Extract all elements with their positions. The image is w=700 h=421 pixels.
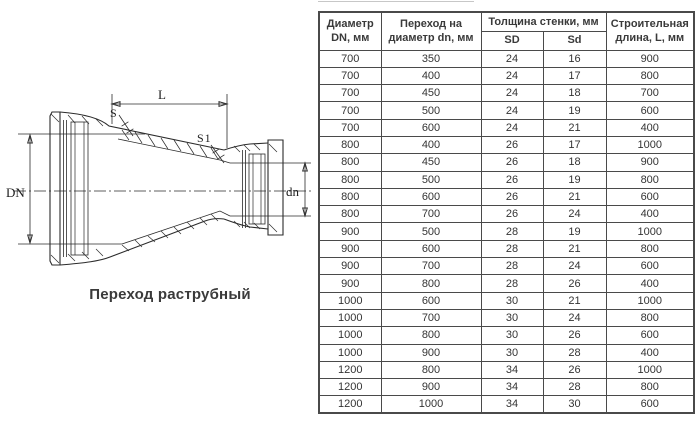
table-cell: 400 [381, 136, 481, 153]
table-row [319, 327, 694, 344]
table-cell: 600 [381, 119, 481, 136]
table-cell: 34 [481, 379, 543, 396]
table-cell: 900 [319, 223, 381, 240]
table-cell: 700 [381, 258, 481, 275]
table-cell: 26 [481, 171, 543, 188]
table-cell: 28 [543, 344, 606, 361]
diagram-caption: Переход раструбный [89, 286, 251, 303]
table-cell: 24 [481, 50, 543, 67]
table-cell: 1000 [606, 292, 694, 309]
dimension-label-dn: dn [286, 184, 299, 199]
table-cell: 28 [481, 223, 543, 240]
table-cell: 600 [381, 240, 481, 257]
table-cell: 900 [606, 154, 694, 171]
table-cell: 30 [481, 327, 543, 344]
table-cell: 19 [543, 171, 606, 188]
table-cell: 1000 [319, 327, 381, 344]
dimension-DN [6, 135, 32, 243]
table-cell: 19 [543, 223, 606, 240]
outer-contour-bottom [60, 219, 224, 265]
table-row [319, 344, 694, 361]
table-cell: 800 [319, 154, 381, 171]
table-cell: 450 [381, 154, 481, 171]
table-row [319, 275, 694, 292]
table-row [319, 206, 694, 223]
table-cell: 350 [381, 50, 481, 67]
table-row [319, 309, 694, 326]
table-cell: 900 [381, 344, 481, 361]
spec-table [318, 11, 695, 414]
table-cell: 800 [319, 188, 381, 205]
table-cell: 600 [606, 327, 694, 344]
hatching-cone-bottom [122, 214, 218, 251]
table-cell: 700 [319, 85, 381, 102]
table-cell: 28 [481, 275, 543, 292]
table-cell: 800 [606, 379, 694, 396]
table-cell: 1000 [319, 309, 381, 326]
dimension-dn [286, 163, 307, 216]
callout-S1-leader [211, 145, 224, 163]
table-cell: 900 [319, 275, 381, 292]
table-row [319, 67, 694, 84]
inner-contour-bottom [122, 211, 230, 244]
table-cell: 500 [381, 223, 481, 240]
table-cell: 24 [481, 119, 543, 136]
table-row [319, 85, 694, 102]
table-cell: 24 [481, 67, 543, 84]
table-cell: 400 [606, 344, 694, 361]
table-row [319, 154, 694, 171]
table-cell: 28 [481, 240, 543, 257]
table-cell: 30 [543, 396, 606, 413]
table-row [319, 379, 694, 396]
table-cell: 1200 [319, 361, 381, 378]
left-socket-sleeve [71, 122, 88, 255]
table-cell: 30 [481, 344, 543, 361]
table-row [319, 240, 694, 257]
table-row [319, 396, 694, 413]
bore-lines-large [18, 134, 145, 244]
table-row [319, 171, 694, 188]
dimension-label-L: L [158, 87, 166, 102]
table-row [319, 119, 694, 136]
col-header-transition: Переход на диаметр dn, мм [381, 12, 481, 50]
table-cell: 26 [481, 206, 543, 223]
table-cell: 18 [543, 85, 606, 102]
table-cell: 700 [606, 85, 694, 102]
table-cell: 1000 [606, 136, 694, 153]
callout-S [110, 106, 133, 136]
table-cell: 800 [606, 171, 694, 188]
table-cell: 34 [481, 361, 543, 378]
table-row [319, 258, 694, 275]
table-cell: 600 [606, 258, 694, 275]
table-cell: 600 [381, 292, 481, 309]
table-cell: 800 [319, 206, 381, 223]
table-cell: 800 [381, 275, 481, 292]
table-cell: 1000 [319, 292, 381, 309]
col-header-diameter-dn: Диаметр DN, мм [319, 12, 381, 50]
table-cell: 600 [606, 102, 694, 119]
table-cell: 19 [543, 102, 606, 119]
table-cell: 26 [481, 136, 543, 153]
table-cell: 800 [319, 171, 381, 188]
col-header-construction-length: Строительная длина, L, мм [606, 12, 694, 50]
table-cell: 21 [543, 240, 606, 257]
table-cell: 1200 [319, 379, 381, 396]
table-cell: 1000 [381, 396, 481, 413]
spec-table-body [319, 50, 694, 413]
callout-label-S1: S1 [197, 131, 212, 145]
table-cell: 400 [606, 206, 694, 223]
col-header-SD: SD [481, 31, 543, 50]
table-cell: 450 [381, 85, 481, 102]
table-cell: 21 [543, 119, 606, 136]
table-cell: 17 [543, 136, 606, 153]
right-socket-sleeve [249, 154, 265, 224]
table-cell: 600 [606, 188, 694, 205]
table-cell: 700 [319, 67, 381, 84]
table-cell: 30 [481, 292, 543, 309]
table-row [319, 188, 694, 205]
table-cell: 400 [381, 67, 481, 84]
right-flange [268, 140, 283, 235]
dimension-label-DN: DN [6, 185, 25, 200]
table-cell: 26 [481, 154, 543, 171]
table-cell: 600 [381, 188, 481, 205]
table-cell: 900 [319, 258, 381, 275]
stray-line-artifact [318, 1, 474, 2]
callout-S-leader [119, 115, 133, 136]
left-sleeve-inner-lines [75, 122, 84, 255]
table-cell: 1200 [319, 396, 381, 413]
table-cell: 21 [543, 188, 606, 205]
table-cell: 800 [606, 67, 694, 84]
table-cell: 34 [481, 396, 543, 413]
hatching-right-bell [234, 144, 277, 232]
table-row [319, 102, 694, 119]
table-cell: 700 [319, 119, 381, 136]
table-cell: 700 [381, 309, 481, 326]
table-cell: 30 [481, 309, 543, 326]
table-cell: 21 [543, 292, 606, 309]
table-cell: 26 [543, 275, 606, 292]
table-cell: 700 [319, 102, 381, 119]
table-row [319, 292, 694, 309]
table-cell: 24 [543, 309, 606, 326]
table-cell: 1000 [606, 361, 694, 378]
table-cell: 500 [381, 102, 481, 119]
table-cell: 1000 [319, 344, 381, 361]
table-row [319, 50, 694, 67]
table-cell: 700 [319, 50, 381, 67]
table-cell: 800 [606, 309, 694, 326]
table-cell: 400 [606, 119, 694, 136]
col-header-wall-thickness: Толщина стенки, мм [481, 12, 606, 31]
table-cell: 16 [543, 50, 606, 67]
table-cell: 800 [381, 327, 481, 344]
table-cell: 800 [319, 136, 381, 153]
callout-label-S: S [110, 106, 118, 120]
table-row [319, 361, 694, 378]
left-flange [50, 112, 60, 265]
right-sleeve-inner-lines [253, 154, 261, 224]
table-cell: 26 [481, 188, 543, 205]
table-cell: 24 [543, 258, 606, 275]
table-cell: 900 [381, 379, 481, 396]
table-cell: 28 [543, 379, 606, 396]
col-header-Sd: Sd [543, 31, 606, 50]
table-cell: 900 [606, 50, 694, 67]
table-cell: 24 [481, 102, 543, 119]
table-cell: 24 [543, 206, 606, 223]
table-cell: 500 [381, 171, 481, 188]
table-cell: 600 [606, 396, 694, 413]
table-cell: 24 [481, 85, 543, 102]
reducer-drawing [0, 78, 320, 313]
table-cell: 1000 [606, 223, 694, 240]
table-cell: 18 [543, 154, 606, 171]
table-cell: 800 [381, 361, 481, 378]
table-cell: 28 [481, 258, 543, 275]
table-cell: 26 [543, 361, 606, 378]
table-cell: 400 [606, 275, 694, 292]
table-cell: 17 [543, 67, 606, 84]
spec-table-header [319, 12, 694, 50]
left-socket-ring-pair [64, 120, 67, 257]
table-cell: 26 [543, 327, 606, 344]
right-bell-top [224, 143, 268, 150]
table-cell: 900 [319, 240, 381, 257]
table-row [319, 136, 694, 153]
table-cell: 800 [606, 240, 694, 257]
table-cell: 700 [381, 206, 481, 223]
hatching-left-bell [51, 114, 103, 263]
table-row [319, 223, 694, 240]
